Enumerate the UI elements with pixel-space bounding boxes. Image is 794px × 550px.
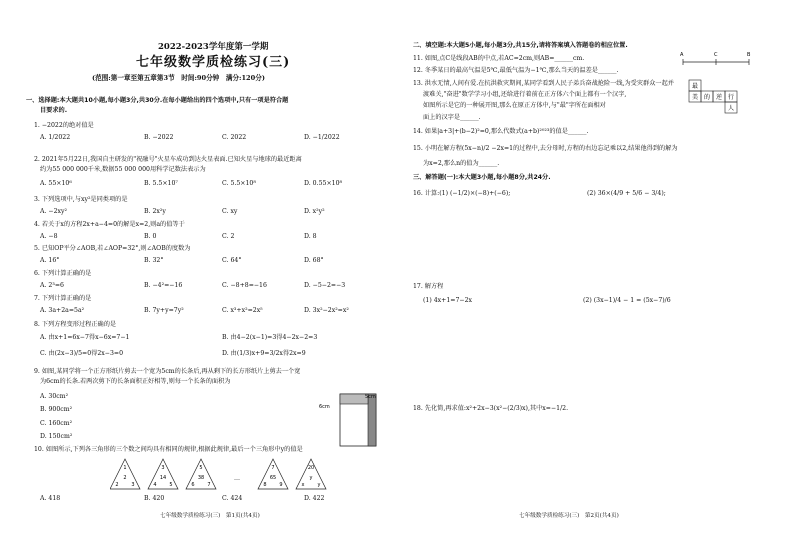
q10-triangle-4-right: 9 bbox=[279, 482, 283, 488]
page-2-footer: 七年级数学质检练习(三) 第2页(共4页) bbox=[519, 513, 619, 519]
q2-option-d: D. 0.55×10⁸ bbox=[304, 180, 342, 187]
q7-option-a: A. 3a+2a=5a² bbox=[40, 307, 85, 314]
q6-option-a: A. 2³=6 bbox=[40, 282, 64, 289]
q9-label-6cm: 6cm bbox=[319, 404, 330, 410]
question-8: 8. 下列方程变形过程正确的是 bbox=[34, 321, 117, 328]
question-16-part1: 16. 计算:(1) (−1/2)×(−8)+(−6); bbox=[413, 190, 511, 197]
question-3: 3. 下列选项中,与xy²是同类项的是 bbox=[34, 196, 128, 203]
q10-triangle-1-right: 3 bbox=[131, 482, 135, 488]
q10-triangle-3-right: 7 bbox=[207, 482, 211, 488]
q8-option-c: C. 由(2x−3)/5=0得2x−3=0 bbox=[40, 350, 124, 357]
q9-square-figure bbox=[318, 392, 380, 450]
page-title: 七年级数学质检练习(三) bbox=[136, 55, 291, 70]
net-face-1: 最 bbox=[691, 83, 699, 90]
question-6: 6. 下列计算正确的是 bbox=[34, 270, 92, 277]
q10-triangle-4 bbox=[258, 459, 288, 489]
q4-option-c: C. 2 bbox=[222, 233, 235, 240]
net-face-4: 逆 bbox=[715, 94, 723, 101]
question-15-cont: 为x=2,那么n的值为______. bbox=[423, 160, 500, 167]
point-b: B bbox=[747, 52, 751, 58]
q7-option-d: D. 3x²−2x²=x² bbox=[304, 307, 349, 314]
q10-triangle-2-top: 3 bbox=[161, 465, 165, 471]
question-12: 12. 冬季某日的最高气温是5℃,最低气温为−1℃,那么当天的温差是______. bbox=[413, 67, 619, 74]
section1-heading-cont: 目要求的. bbox=[40, 107, 68, 114]
q9-option-c: C. 160cm² bbox=[40, 420, 73, 427]
question-17-part1: (1) 4x+1=7−2x bbox=[423, 297, 473, 304]
q10-triangle-5-center: y bbox=[309, 475, 313, 481]
q9-option-b: B. 900cm² bbox=[40, 406, 73, 413]
question-18: 18. 先化简,再求值:x²+2x−3(x²−(2/3)x),其中x=−1/2. bbox=[413, 405, 569, 412]
net-face-6: 人 bbox=[727, 105, 735, 112]
point-a: A bbox=[680, 52, 684, 58]
q10-triangle-5-right: y bbox=[317, 482, 321, 488]
q10-triangle-3-center: 38 bbox=[197, 475, 205, 481]
q10-option-d: D. 422 bbox=[304, 495, 325, 502]
q13-cube-net bbox=[685, 78, 745, 126]
q10-triangle-1 bbox=[110, 459, 140, 489]
q11-segment-figure bbox=[679, 48, 755, 70]
q10-triangle-1-center: 2 bbox=[123, 475, 127, 481]
question-5: 5. 已知OP平分∠AOB,若∠AOP=32°,则∠AOB的度数为 bbox=[34, 245, 191, 252]
q10-triangle-2-left: 4 bbox=[153, 482, 157, 488]
question-9: 9. 如图,某同学将一个正方形纸片剪去一个宽为5cm的长条后,再从剩下的长方形纸片上剪去一个宽 bbox=[34, 368, 301, 375]
question-2: 2. 2021年5月22日,我国自主研发的"祝融号"火星车成功到达火星表面.已知火星与地球的最近距离 bbox=[34, 156, 302, 163]
q8-option-d: D. 由(1/3)x+9=3/2x得2x=9 bbox=[222, 350, 306, 357]
question-13-line4: 面上的汉字是______. bbox=[423, 114, 481, 121]
q3-option-b: B. 2x²y bbox=[144, 208, 166, 215]
q4-option-b: B. 0 bbox=[144, 233, 157, 240]
q3-option-c: C. xy bbox=[222, 208, 238, 215]
exam-scope: (范围:第一章至第五章第3节 时间:90分钟 满分:120分) bbox=[92, 74, 265, 82]
q10-option-a: A. 418 bbox=[40, 495, 61, 502]
question-13-line3: 如图所示是它的一种展开图,那么在原正方体中,与"最"字所在面相对 bbox=[423, 102, 606, 109]
question-9-cont: 为6cm的长条.若两次剪下的长条面积正好相等,则每一个长条的面积为 bbox=[40, 378, 231, 385]
question-1: 1. −2022的绝对值是 bbox=[34, 122, 94, 129]
question-13-line2: 渡难关,"奋进"数学学习小组,还给进行着前在正方体六个面上都有一个汉字, bbox=[423, 91, 627, 98]
question-17-part2: (2) (3x−1)/4 − 1 = (5x−7)/6 bbox=[583, 297, 671, 304]
q10-triangle-1-left: 2 bbox=[115, 482, 119, 488]
net-face-5: 行 bbox=[727, 94, 735, 101]
q1-option-d: D. −1/2022 bbox=[304, 134, 340, 141]
q3-option-a: A. −2xy² bbox=[40, 208, 67, 215]
q10-triangle-2-center: 14 bbox=[159, 475, 167, 481]
net-face-2: 美 bbox=[691, 94, 699, 101]
question-13: 13. 洪水无情,人间有爱.在抗洪救灾期间,某同学看到人民子弟兵奋战抢险一线,为受灾群众一起并 bbox=[413, 80, 674, 87]
q1-option-c: C. 2022 bbox=[222, 134, 247, 141]
question-11: 11. 如图,点C是线段AB的中点,若AC=2cm,则AB=______cm. bbox=[413, 55, 585, 62]
question-15: 15. 小明在解方程(5x−n)/2 −2x=1的过程中,去分母时,方程的右边忘记乘以2,结果他得到的解为 bbox=[413, 145, 678, 152]
q4-option-d: D. 8 bbox=[304, 233, 317, 240]
q10-triangle-2-right: 5 bbox=[169, 482, 173, 488]
net-face-3: 的 bbox=[703, 94, 711, 101]
q9-label-5cm: 5cm bbox=[365, 394, 376, 400]
page-1-footer: 七年级数学质检练习(三) 第1页(共4页) bbox=[160, 513, 260, 519]
q7-option-c: C. x³+x²=2x⁵ bbox=[222, 307, 263, 314]
q2-option-a: A. 55×10⁶ bbox=[40, 180, 72, 187]
q5-option-b: B. 32° bbox=[144, 257, 164, 264]
point-c: C bbox=[714, 52, 718, 58]
q7-option-b: B. 7y+y=7y² bbox=[144, 307, 184, 314]
q10-triangle-4-left: 8 bbox=[263, 482, 267, 488]
q10-triangle-3-left: 6 bbox=[191, 482, 195, 488]
q2-option-b: B. 5.5×10⁷ bbox=[144, 180, 178, 187]
q4-option-a: A. −8 bbox=[40, 233, 58, 240]
page-2 bbox=[397, 0, 794, 550]
q10-triangle-1-top: 1 bbox=[123, 465, 127, 471]
q10-triangle-5-left: x bbox=[301, 482, 305, 488]
question-2-cont: 约为55 000 000千米,数据55 000 000用科学记数法表示为 bbox=[40, 166, 206, 173]
q10-triangle-2 bbox=[148, 459, 178, 489]
question-17: 17. 解方程 bbox=[413, 283, 444, 290]
header-year: 2022-2023学年度第一学期 bbox=[158, 42, 269, 52]
q5-option-c: C. 64° bbox=[222, 257, 242, 264]
q6-option-c: C. −8+8=−16 bbox=[222, 282, 267, 289]
q10-triangle-4-top: 7 bbox=[271, 465, 275, 471]
section2-heading: 二、填空题:本大题5小题,每小题3分,共15分,请将答案填入答题卷的相应位置. bbox=[413, 42, 628, 49]
q10-option-c: C. 424 bbox=[222, 495, 243, 502]
q1-option-b: B. −2022 bbox=[144, 134, 174, 141]
q1-option-a: A. 1/2022 bbox=[40, 134, 71, 141]
q10-triangles bbox=[110, 458, 370, 492]
q5-option-d: D. 68° bbox=[304, 257, 324, 264]
q9-option-d: D. 150cm² bbox=[40, 433, 73, 440]
question-4: 4. 若关于x的方程2x+a−4=0的解是x=2,则a的值等于 bbox=[34, 221, 185, 228]
q10-triangle-3-top: 5 bbox=[199, 465, 203, 471]
q6-option-b: B. −4²=−16 bbox=[144, 282, 183, 289]
question-10: 10. 如图所示,下列各三角形的三个数之间均具有相同的规律,根据此规律,最后一个三角形中y的值是 bbox=[34, 446, 303, 453]
q5-option-a: A. 16° bbox=[40, 257, 60, 264]
q6-option-d: D. −5−2=−3 bbox=[304, 282, 346, 289]
q10-triangle-4-center: 65 bbox=[269, 475, 277, 481]
q2-option-c: C. 5.5×10⁸ bbox=[222, 180, 256, 187]
q10-triangle-5-top: 20 bbox=[307, 465, 315, 471]
section3-heading: 三、解答题(一):本大题3小题,每小题8分,共24分. bbox=[413, 174, 551, 181]
q10-triangle-5 bbox=[296, 459, 326, 489]
question-14: 14. 如果|a+3|+(b−2)²=0,那么代数式(a+b)²⁰²³的值是______. bbox=[413, 128, 589, 135]
q8-option-a: A. 由x+1=6x−7得x−6x=7−1 bbox=[40, 334, 130, 341]
question-16-part2: (2) 36×(4/9 + 5/6 − 3/4); bbox=[587, 190, 666, 197]
question-7: 7. 下列计算正确的是 bbox=[34, 295, 92, 302]
q3-option-d: D. x²y² bbox=[304, 208, 325, 215]
q10-ellipsis: … bbox=[234, 475, 240, 482]
section1-heading: 一、选择题:本大题共10小题,每小题3分,共30分.在每小题给出的四个选项中,只有一项是符合题 bbox=[26, 97, 289, 104]
q10-triangle-3 bbox=[186, 459, 216, 489]
q10-option-b: B. 420 bbox=[144, 495, 165, 502]
q8-option-b: B. 由4−2(x−1)=3得4−2x−2=3 bbox=[222, 334, 318, 341]
q9-option-a: A. 30cm² bbox=[40, 393, 69, 400]
